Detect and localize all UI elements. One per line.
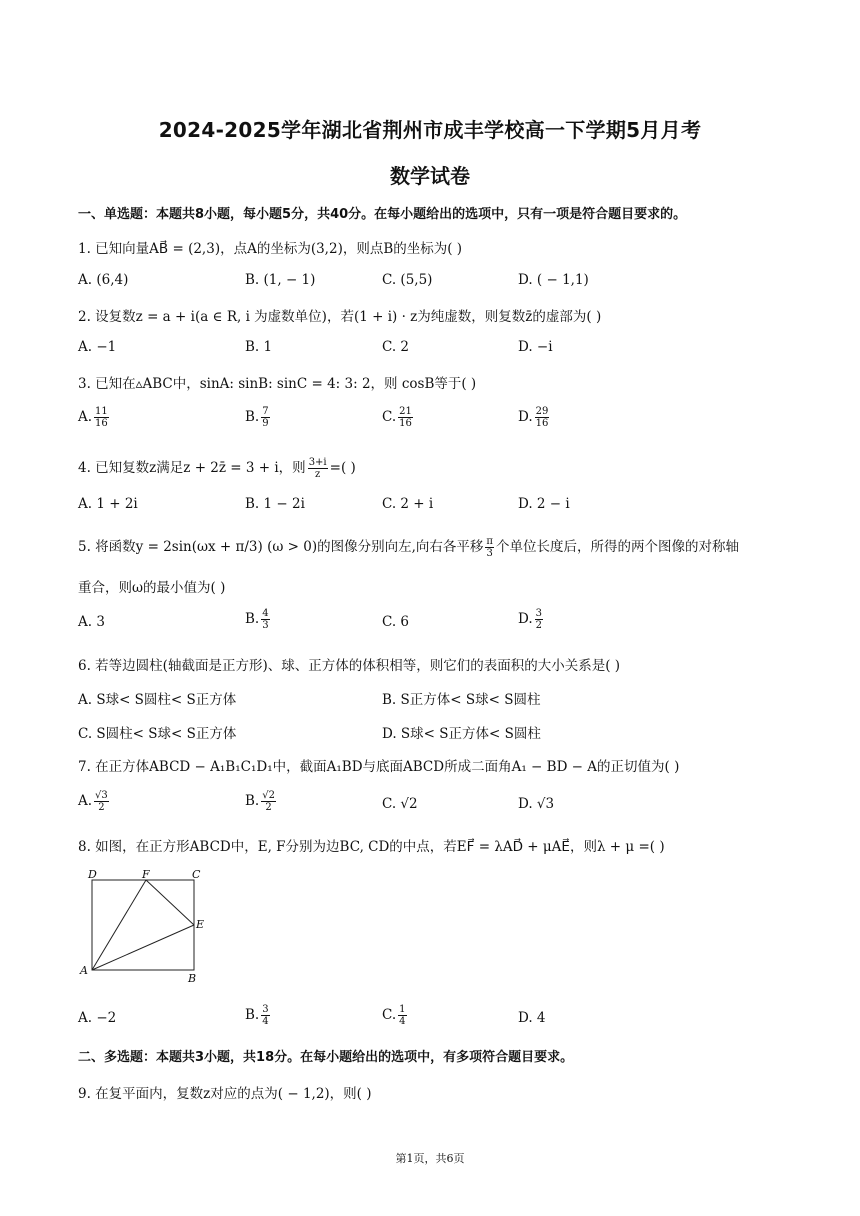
label-e: E <box>196 918 205 931</box>
page-footer: 第1页，共6页 <box>395 1152 465 1165</box>
segment-fe <box>146 880 194 925</box>
q1-option-b: B. (1, − 1) <box>245 272 316 288</box>
q4-stem-pre: 4. 已知复数z满足z + 2z̄ = 3 + i，则 <box>78 460 306 476</box>
segment-ae <box>92 925 194 970</box>
q2-option-a: A. −1 <box>78 339 117 355</box>
question-6: 6. 若等边圆柱(轴截面是正方形)、球、正方体的体积相等，则它们的表面积的大小关系是( ) <box>78 658 621 674</box>
q4-option-c: C. 2 + i <box>382 496 434 512</box>
q3-option-a-label: A. <box>78 409 93 425</box>
q6-option-c: C. S圆柱< S球< S正方体 <box>78 726 237 742</box>
fraction-numerator: 7 <box>262 406 269 417</box>
q3-option-c <box>382 406 415 429</box>
label-b: B <box>188 972 197 984</box>
q4-option-a: A. 1 + 2i <box>78 496 138 512</box>
q8-option-b-label: B. <box>245 1007 260 1023</box>
fraction-numerator: 11 <box>95 406 108 417</box>
q5-option-d-label: D. <box>518 611 533 627</box>
q5-stem-pre: 5. 将函数y = 2sin(ωx + π/3) (ω > 0)的图像分别向左,向右各平移 <box>78 539 484 555</box>
question-4 <box>78 456 356 480</box>
question-3: 3. 已知在▵ABC中，sinA: sinB: sinC = 4: 3: 2，则 cosB等于( ) <box>78 376 477 392</box>
question-8: 8. 如图，在正方形ABCD中，E, F分别为边BC, CD的中点，若EF⃗ = λAD⃗ + μAE⃗，则λ + μ =( ) <box>78 839 665 855</box>
fraction-denominator: 2 <box>535 620 543 631</box>
fraction-numerator: 3 <box>535 608 543 619</box>
q1-option-d: D. ( − 1,1) <box>518 272 589 288</box>
q7-option-a <box>78 790 111 813</box>
q8-option-c <box>382 1004 409 1027</box>
fraction-numerator: 29 <box>535 406 549 417</box>
fraction-numerator: 21 <box>399 406 412 417</box>
q2-option-c: C. 2 <box>382 339 410 355</box>
fraction-denominator: 3 <box>262 620 269 631</box>
q6-option-b: B. S正方体< S球< S圆柱 <box>382 692 541 708</box>
q5-option-b-fraction <box>261 608 269 631</box>
q8-option-c-fraction <box>398 1004 406 1027</box>
q7-option-b-label: B. <box>245 793 260 809</box>
question-5-line-2: 重合，则ω的最小值为( ) <box>78 580 226 596</box>
q3-option-a <box>78 406 111 429</box>
q7-option-c: C. √2 <box>382 796 418 812</box>
q7-option-d: D. √3 <box>518 796 555 812</box>
fraction-numerator: 3+i <box>308 457 327 468</box>
q5-option-a: A. 3 <box>78 614 105 630</box>
q3-option-c-fraction <box>398 406 413 429</box>
q3-option-b <box>245 406 272 429</box>
label-f: F <box>142 868 150 881</box>
q3-option-b-label: B. <box>245 409 260 425</box>
question-1: 1. 已知向量AB⃗ = (2,3)，点A的坐标为(3,2)，则点B的坐标为( ) <box>78 241 463 257</box>
fraction-numerator: √2 <box>262 790 275 801</box>
q5-option-d-fraction <box>535 608 543 631</box>
fraction-numerator: 4 <box>262 608 269 619</box>
exam-title: 2024-2025学年湖北省荆州市成丰学校高一下学期5月月考 <box>158 118 702 142</box>
q8-option-b-fraction <box>261 1004 269 1027</box>
q4-option-b: B. 1 − 2i <box>245 496 305 512</box>
q4-option-d: D. 2 − i <box>518 496 570 512</box>
fraction-denominator: 4 <box>399 1016 406 1027</box>
q1-option-a: A. (6,4) <box>78 272 129 288</box>
q5-option-b <box>245 608 272 631</box>
fraction-numerator: 3 <box>262 1004 269 1015</box>
q6-option-a: A. S球< S圆柱< S正方体 <box>78 692 237 708</box>
q7-option-b-fraction <box>261 790 276 813</box>
question-7: 7. 在正方体ABCD − A₁B₁C₁D₁中，截面A₁BD与底面ABCD所成二面角A₁ − BD − A的正切值为( ) <box>78 759 680 775</box>
segment-af <box>92 880 146 970</box>
q5-option-c: C. 6 <box>382 614 410 630</box>
q5-option-b-label: B. <box>245 611 260 627</box>
square-figure <box>78 864 218 984</box>
fraction-numerator: π <box>486 536 493 547</box>
exam-subtitle: 数学试卷 <box>390 164 470 188</box>
q1-option-c: C. (5,5) <box>382 272 433 288</box>
question-5 <box>78 535 739 559</box>
fraction-denominator: 9 <box>262 418 269 429</box>
q3-option-d-label: D. <box>518 409 533 425</box>
q3-option-a-fraction <box>94 406 109 429</box>
fraction-numerator: 1 <box>399 1004 406 1015</box>
fraction-denominator: z <box>315 469 321 480</box>
q2-option-d: D. −i <box>518 339 553 355</box>
q2-option-b: B. 1 <box>245 339 273 355</box>
q8-option-c-label: C. <box>382 1007 397 1023</box>
q3-option-c-label: C. <box>382 409 397 425</box>
fraction-denominator: 16 <box>399 418 412 429</box>
label-a: A <box>80 964 88 977</box>
q3-option-b-fraction <box>261 406 269 429</box>
fraction-denominator: 4 <box>262 1016 269 1027</box>
question-2: 2. 设复数z = a + i(a ∈ R, i 为虚数单位)，若(1 + i) · z为纯虚数，则复数z̄的虚部为( ) <box>78 309 602 325</box>
section-single-choice: 一、单选题：本题共8小题，每小题5分，共40分。在每小题给出的选项中，只有一项是符合题目要求的。 <box>78 207 687 222</box>
q6-option-d: D. S球< S正方体< S圆柱 <box>382 726 541 742</box>
q8-option-b <box>245 1004 272 1027</box>
square-abcd <box>92 880 194 970</box>
fraction-denominator: 16 <box>535 418 549 429</box>
q5-stem-fraction <box>485 536 494 559</box>
section-multiple-choice: 二、多选题：本题共3小题，共18分。在每小题给出的选项中，有多项符合题目要求。 <box>78 1050 574 1065</box>
fraction-numerator: √3 <box>95 790 108 801</box>
q5-stem-post: 个单位长度后，所得的两个图像的对称轴 <box>495 539 739 555</box>
q8-option-a: A. −2 <box>78 1010 117 1026</box>
q4-stem-fraction <box>308 457 328 480</box>
q8-option-d: D. 4 <box>518 1010 546 1026</box>
label-d: D <box>88 868 97 881</box>
fraction-denominator: 3 <box>486 548 493 559</box>
fraction-denominator: 16 <box>95 418 108 429</box>
q7-option-a-label: A. <box>78 793 93 809</box>
fraction-denominator: 2 <box>265 802 272 813</box>
fraction-denominator: 2 <box>98 802 105 813</box>
q7-option-a-fraction <box>94 790 109 813</box>
q3-option-d-fraction <box>535 406 550 429</box>
q7-option-b <box>245 790 278 813</box>
q3-option-d <box>518 406 551 429</box>
label-c: C <box>192 868 201 881</box>
q4-stem-post: =( ) <box>329 460 356 476</box>
question-9: 9. 在复平面内，复数z对应的点为( − 1,2)，则( ) <box>78 1086 372 1102</box>
q5-option-d <box>518 608 545 631</box>
